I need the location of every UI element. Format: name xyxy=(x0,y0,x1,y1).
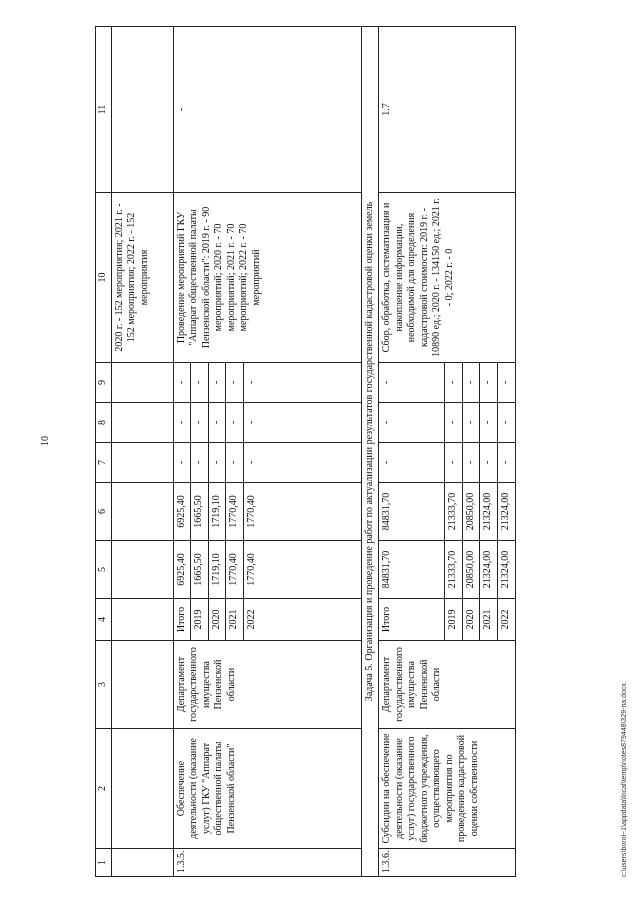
value: - xyxy=(379,443,445,483)
value: 21333,70 xyxy=(445,483,463,541)
year: 2021 xyxy=(480,599,498,641)
task-heading: Задача 5. Организация и проведение работ по актуализации результатов государственной кадастровой оценки земель xyxy=(361,27,379,877)
value: - xyxy=(208,403,226,443)
value: - xyxy=(480,363,498,403)
value: 1770,40 xyxy=(243,541,361,599)
value: - xyxy=(480,443,498,483)
cell xyxy=(111,599,173,641)
cell xyxy=(111,403,173,443)
value: 21333,70 xyxy=(445,541,463,599)
page-number: 10 xyxy=(40,436,51,446)
activity-name: Субсидии на обеспечение деятельности (оказание услуг) государственного бюджетного учреждения, осуществляющего мероприятия по проведению кадастровой оценки собственности xyxy=(379,729,516,849)
value: - xyxy=(462,363,480,403)
value: - xyxy=(462,403,480,443)
col-header: 2 xyxy=(96,729,112,849)
value: 21324,00 xyxy=(497,541,515,599)
cell xyxy=(111,641,173,729)
col-header: 4 xyxy=(96,599,112,641)
value: 1770,40 xyxy=(226,483,244,541)
value: 6925,40 xyxy=(173,483,191,541)
value: - xyxy=(226,363,244,403)
value: - xyxy=(208,363,226,403)
value: - xyxy=(243,443,361,483)
value: - xyxy=(173,443,191,483)
year: 2019 xyxy=(191,599,209,641)
executor: Департамент государственного имущества Пензенской области xyxy=(173,641,361,729)
value: - xyxy=(173,403,191,443)
col-header: 6 xyxy=(96,483,112,541)
year: 2022 xyxy=(497,599,515,641)
value: 20850,00 xyxy=(462,541,480,599)
table-row xyxy=(379,27,445,877)
value: - xyxy=(445,443,463,483)
value: 20850,00 xyxy=(462,483,480,541)
value: 1719,10 xyxy=(208,483,226,541)
indicator-cell: Проведение мероприятий ГКУ "Аппарат общественной палаты Пензенской области": 2019 г. - 90 мероприятий; 2020 г. - 70 мероприятий; 2021 г. - 70 мероприятий; 2022 г. - 70 мероприятий xyxy=(173,193,361,363)
year: 2020 xyxy=(208,599,226,641)
year: 2022 xyxy=(243,599,361,641)
value: - xyxy=(191,403,209,443)
value: - xyxy=(191,363,209,403)
year: Итого xyxy=(379,599,445,641)
file-path-footer: c:\users\borol~1\appdata\local\temp\notes879448\329-па.docx xyxy=(621,683,628,877)
activity-name: Обеспечение деятельности (оказание услуг) ГКУ "Аппарат общественной палаты Пензенской области" xyxy=(173,729,361,849)
cell xyxy=(111,729,173,849)
value: 1665,50 xyxy=(191,541,209,599)
year: 2019 xyxy=(445,599,463,641)
value: 84831,70 xyxy=(379,483,445,541)
value: - xyxy=(226,403,244,443)
col-header: 9 xyxy=(96,363,112,403)
col-header: 5 xyxy=(96,541,112,599)
value: 1770,40 xyxy=(243,483,361,541)
col-header: 11 xyxy=(96,27,112,193)
value: - xyxy=(462,443,480,483)
value: - xyxy=(480,403,498,443)
year: Итого xyxy=(173,599,191,641)
value: - xyxy=(191,443,209,483)
cell xyxy=(111,443,173,483)
value: - xyxy=(226,443,244,483)
value: - xyxy=(379,363,445,403)
year: 2021 xyxy=(226,599,244,641)
executor: Департамент государственного имущества Пензенской области xyxy=(379,641,516,729)
value: 21324,00 xyxy=(480,483,498,541)
value: - xyxy=(497,443,515,483)
value: - xyxy=(208,443,226,483)
value: 21324,00 xyxy=(497,483,515,541)
value: - xyxy=(379,403,445,443)
col-header: 3 xyxy=(96,641,112,729)
target-cell: - xyxy=(173,27,361,193)
cell xyxy=(111,363,173,403)
continuation-row xyxy=(111,27,173,877)
value: - xyxy=(243,403,361,443)
value: - xyxy=(497,363,515,403)
col-header: 8 xyxy=(96,403,112,443)
indicator-cell: 2020 г. - 152 мероприятия; 2021 г. - 152 мероприятия; 2022 г. - 152 мероприятия xyxy=(111,193,173,363)
value: - xyxy=(173,363,191,403)
value: - xyxy=(445,403,463,443)
cell xyxy=(111,27,173,193)
cell xyxy=(111,849,173,877)
value: 84831,70 xyxy=(379,541,445,599)
header-row xyxy=(96,27,112,877)
value: 21324,00 xyxy=(480,541,498,599)
value: 1719,10 xyxy=(208,541,226,599)
program-table xyxy=(95,26,516,877)
cell xyxy=(111,541,173,599)
col-header: 7 xyxy=(96,443,112,483)
value: - xyxy=(445,363,463,403)
table-row xyxy=(173,27,191,877)
year: 2020 xyxy=(462,599,480,641)
task-row xyxy=(361,27,379,877)
indicator-cell: Сбор, обработка, систематизация и накопление информации, необходимой для определения кадастровой стоимости: 2019 г. - 10890 ед.; 2020 г. - 134150 ед.; 2021 г. - 0; 2022 г. - 0 xyxy=(379,193,516,363)
value: 6925,40 xyxy=(173,541,191,599)
value: 1665,50 xyxy=(191,483,209,541)
target-cell: 1.7 xyxy=(379,27,516,193)
value: 1770,40 xyxy=(226,541,244,599)
value: - xyxy=(497,403,515,443)
value: - xyxy=(243,363,361,403)
cell xyxy=(111,483,173,541)
row-number: 1.3.6. xyxy=(379,849,516,877)
rotated-page-content xyxy=(95,27,628,877)
col-header: 10 xyxy=(96,193,112,363)
col-header: 1 xyxy=(96,849,112,877)
row-number: 1.3.5. xyxy=(173,849,361,877)
